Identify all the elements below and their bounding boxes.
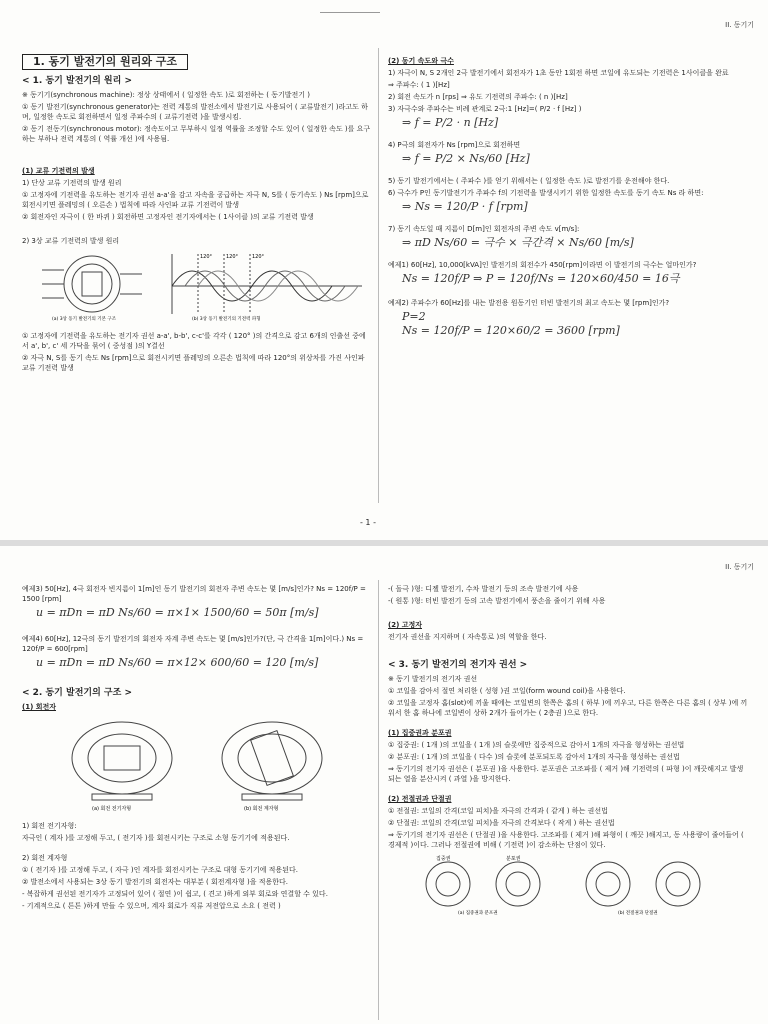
paragraph: 2) 회전 속도가 n [rps] ⇒ 유도 기전력의 주파수: ( n )[Hz] <box>388 93 568 101</box>
handwritten-answer: Ns = 120f/P = 120×60/2 = 3600 [rpm] <box>402 324 620 337</box>
angle-label: 120° <box>252 254 265 260</box>
paragraph: ① 고정자에 기전력을 유도하는 전기자 권선 a-a'을 감고 자속을 공급하는 자극 N, S를 ( 동기속도 ) Ns [rpm]으로 회전시키면 플레밍의 ( 오른손 ) 법칙에 따라 사인파 교류 기전력이 발생 <box>22 191 369 209</box>
paragraph: ② 코일을 고정자 홈(slot)에 끼울 때에는 코일변의 한쪽은 홈의 ( 하부 )에 끼우고, 다른 한쪽은 다른 홈의 ( 상부 )에 끼워서 한 홈 하나에 코일변이 상하 2개가 들어가는 ( 2층권 )으로 한다. <box>388 699 748 717</box>
column-divider <box>378 48 379 503</box>
paragraph: 2) 회전 계자형 <box>22 854 68 862</box>
handwritten-answer: u = πDn = πD Ns/60 = π×1× 1500/60 = 50π [m/s] <box>36 606 319 619</box>
left-column <box>22 54 372 375</box>
figure-caption: (b) 전절권과 단절권 <box>618 911 658 916</box>
subsection-heading: (1) 교류 기전력의 발생 <box>22 167 95 175</box>
handwritten-equation: ⇒ Ns = 120/P · f [rpm] <box>402 200 528 213</box>
paragraph: ※ 동기기(synchronous machine): 정상 상태에서 ( 일정한 속도 )로 회전하는 ( 동기발전기 ) <box>22 91 311 99</box>
handwritten-answer: u = πDn = πD Ns/60 = π×12× 600/60 = 120 [m/s] <box>36 656 319 669</box>
section-heading: < 2. 동기 발전기의 구조 > <box>22 688 132 698</box>
left-column <box>22 584 372 913</box>
paragraph: ① 전절권: 코일의 간격(코일 피치)을 자극의 간격과 ( 같게 ) 하는 권선법 <box>388 807 608 815</box>
figure-label: 분포권 <box>506 856 521 862</box>
example-question: 예제2) 주파수가 60[Hz]를 내는 발전용 원동기인 터빈 발전기의 최고 속도는 몇 [rpm]인가? <box>388 299 670 307</box>
section-heading: < 1. 동기 발전기의 원리 > <box>22 76 132 86</box>
paragraph: 1) 회전 전기자형: <box>22 822 77 830</box>
subsection-heading: (1) 집중권과 분포권 <box>388 729 452 737</box>
figure-caption: (a) 집중권과 분포권 <box>458 911 498 916</box>
section-heading: < 3. 동기 발전기의 전기자 권선 > <box>388 660 528 670</box>
paragraph: - 기계적으로 ( 튼튼 )하게 만들 수 있으며, 계자 회로가 직류 저전압으로 소요 ( 전력 ) <box>22 902 281 910</box>
paragraph: - 복잡하게 권선된 전기자가 고정되어 있어 ( 절연 )이 쉽고, ( 견고 )하게 외부 회로와 연결할 수 있다. <box>22 890 328 898</box>
figure-windings <box>388 854 748 919</box>
figure-caption: (b) 회전 계자형 <box>244 806 279 812</box>
handwritten-answer: Ns = 120f/P ⇒ P = 120f/Ns = 120×60/450 = 16극 <box>402 272 680 285</box>
paragraph: 자극인 ( 계자 )를 고정해 두고, ( 전기자 )를 회전시키는 구조로 소형 동기기에 적용된다. <box>22 834 290 842</box>
paragraph: ① 고정자에 기전력을 유도하는 전기자 권선 a-a', b-b', c-c'를 각각 ( 120° )의 간격으로 감고 6개의 인출선 중에서 a', b', c' 세 가닥을 묶어 ( 중성점 )의 Y결선 <box>22 332 366 350</box>
figure-label: 집중권 <box>436 856 451 862</box>
paragraph: ② 단절권: 코일의 간격(코일 피치)을 자극의 간격보다 ( 작게 ) 하는 권선법 <box>388 819 615 827</box>
page-header: II. 동기기 <box>725 563 754 571</box>
handwritten-equation: ⇒ f = P/2 × Ns/60 [Hz] <box>402 152 530 165</box>
subsection-heading: (2) 전절권과 단절권 <box>388 795 452 803</box>
figure-caption: (b) 3상 동기 발전기의 기전력 파형 <box>192 317 261 322</box>
column-divider <box>378 580 379 1020</box>
subsection-heading: (2) 고정자 <box>388 621 422 629</box>
paragraph: ※ 동기 발전기의 전기자 권선 <box>388 675 478 683</box>
paragraph: ① 코일을 감아서 절연 처리한 ( 성형 )권 코일(form wound coil)을 사용한다. <box>388 687 626 695</box>
page-number: - 1 - <box>360 518 376 527</box>
angle-label: 120° <box>226 254 239 260</box>
paragraph: ② 동기 전동기(synchronous motor): 정속도이고 무부하시 일정 역률을 조정할 수도 있어 ( 일정한 속도 )를 요구하는 부하나 전력 계통의 ( 역률 개선 )에 사용됨. <box>22 125 371 143</box>
rotor-type-diagram <box>22 716 372 812</box>
example-question: 예제3) 50[Hz], 4극 회전자 빈지름이 1[m]인 동기 발전기의 회전자 주변 속도는 몇 [m/s]인가? Ns = 120f/P = 1500 [rpm] <box>22 585 366 603</box>
paragraph: 1) 자극이 N, S 2개인 2극 발전기에서 회전자가 1초 동안 1회전 하면 코일에 유도되는 기전력은 1사이클을 완료 <box>388 69 729 77</box>
example-question: 예제4) 60[Hz], 12극의 동기 발전기의 회전자 자계 주변 속도는 몇 [m/s]인가?(단, 극 간격을 1[m]이다.) Ns = 120f/P = 600[rpm] <box>22 635 364 653</box>
paragraph: 4) P극의 회전자가 Ns [rpm]으로 회전하면 <box>388 141 521 149</box>
top-rule <box>320 12 380 13</box>
subsection-heading: (2) 동기 속도와 극수 <box>388 57 454 65</box>
chapter-title: 1. 동기 발전기의 원리와 구조 <box>22 54 188 70</box>
right-column <box>388 56 748 344</box>
paragraph: ② 회전자인 자극이 ( 한 바퀴 ) 회전하면 고정자인 전기자에서는 ( 1사이클 )의 교류 기전력 발생 <box>22 213 314 221</box>
handwritten-equation: ⇒ πD Ns/60 = 극수 × 극간격 × Ns/60 [m/s] <box>402 236 634 249</box>
figure-rotor-types <box>22 716 372 815</box>
paragraph: ② 분포권: ( 1개 )의 코일을 ( 다수 )의 슬롯에 분포되도록 감아서 1개의 자극을 형성하는 권선법 <box>388 753 680 761</box>
paragraph: ① ( 전기자 )를 고정해 두고, ( 자극 )인 계자를 회전시키는 구조로 대형 동기기에 적용된다. <box>22 866 298 874</box>
paragraph: ① 집중권: ( 1개 )의 코일을 ( 1개 )의 슬롯에만 집중적으로 감아서 1개의 자극을 형성하는 권선법 <box>388 741 685 749</box>
handwritten-answer: P=2 <box>402 310 426 323</box>
handwritten-equation: ⇒ f = P/2 · n [Hz] <box>402 116 499 129</box>
paragraph: 5) 동기 발전기에서는 ( 주파수 )를 얻기 위해서는 ( 일정한 속도 )로 발전기를 운전해야 한다. <box>388 177 670 185</box>
angle-label: 120° <box>200 254 213 260</box>
paragraph: ② 자극 N, S를 동기 속도 Ns [rpm]으로 회전시키면 플레밍의 오른손 법칙에 따라 120°의 위상차를 가진 사인파 교류 기전력 발생 <box>22 354 365 372</box>
paragraph: ① 동기 발전기(synchronous generator)는 전력 계통의 발전소에서 발전기로 사용되어 ( 교류발전기 )라고도 하며, 일정한 속도로 회전하면서 일정 주파수의 ( 교류기전력 )을 발생시킴. <box>22 103 368 121</box>
figure-caption: (a) 회전 전기자형 <box>92 806 132 812</box>
subsection-heading: (1) 회전자 <box>22 703 56 711</box>
winding-diagram <box>388 854 748 916</box>
paragraph: 2) 3상 교류 기전력의 발생 원리 <box>22 237 120 245</box>
paragraph: 6) 극수가 P인 동기발전기가 주파수 f의 기전력을 발생시키기 위한 일정한 속도를 동기 속도 Ns 라 하면: <box>388 189 704 197</box>
paragraph: 전기자 권선을 지지하며 ( 자속통로 )의 역할을 한다. <box>388 633 547 641</box>
paragraph: ⇒ 동기기의 전기자 권선은 ( 분포권 )을 사용한다. 분포권은 고조파를 ( 제거 )해 기전력의 ( 파형 )이 깨끗해지고 발생되는 열을 분산시켜 ( 과열 )을 방지한다. <box>388 765 744 783</box>
paragraph: -( 돌극 )형: 디젤 발전기, 수차 발전기 등의 조속 발전기에 사용 <box>388 585 579 593</box>
right-column <box>388 584 748 925</box>
paragraph: ⇒ 동기기의 전기자 권선은 ( 단절권 )을 사용한다. 고조파를 ( 제거 )해 파형이 ( 깨끗 )해지고, 동 사용량이 줄어들어 ( 경제적 )이다. 그러나 전절권에 비해 ( 기전력 )이 감소하는 단점이 있다. <box>388 831 744 849</box>
page-2 <box>0 546 768 1024</box>
paragraph: ② 발전소에서 사용되는 3상 동기 발전기의 회전자는 대부분 ( 회전계자형 )을 적용한다. <box>22 878 289 886</box>
paragraph: 7) 동기 속도일 때 지름이 D[m]인 회전자의 주변 속도 v[m/s]: <box>388 225 580 233</box>
figure-3phase <box>22 250 372 325</box>
page-header: II. 동기기 <box>725 21 754 29</box>
paragraph: -( 원통 )형: 터빈 발전기 등의 고속 발전기에서 풍손을 줄이기 위해 사용 <box>388 597 606 605</box>
paragraph: 3) 자극수와 주파수는 비례 관계로 2극:1 [Hz]=( P/2 · f [Hz] ) <box>388 105 582 113</box>
paragraph: 1) 단상 교류 기전력의 발생 원리 <box>22 179 122 187</box>
example-question: 예제1) 60[Hz], 10,000[kVA]인 발전기의 회전수가 450[rpm]이라면 이 발전기의 극수는 얼마인가? <box>388 261 697 269</box>
figure-caption: (a) 3상 동기 발전기의 기본 구조 <box>52 317 117 322</box>
paragraph: ⇒ 주파수: ( 1 )[Hz] <box>388 81 450 89</box>
generator-waveform-diagram <box>22 250 372 322</box>
